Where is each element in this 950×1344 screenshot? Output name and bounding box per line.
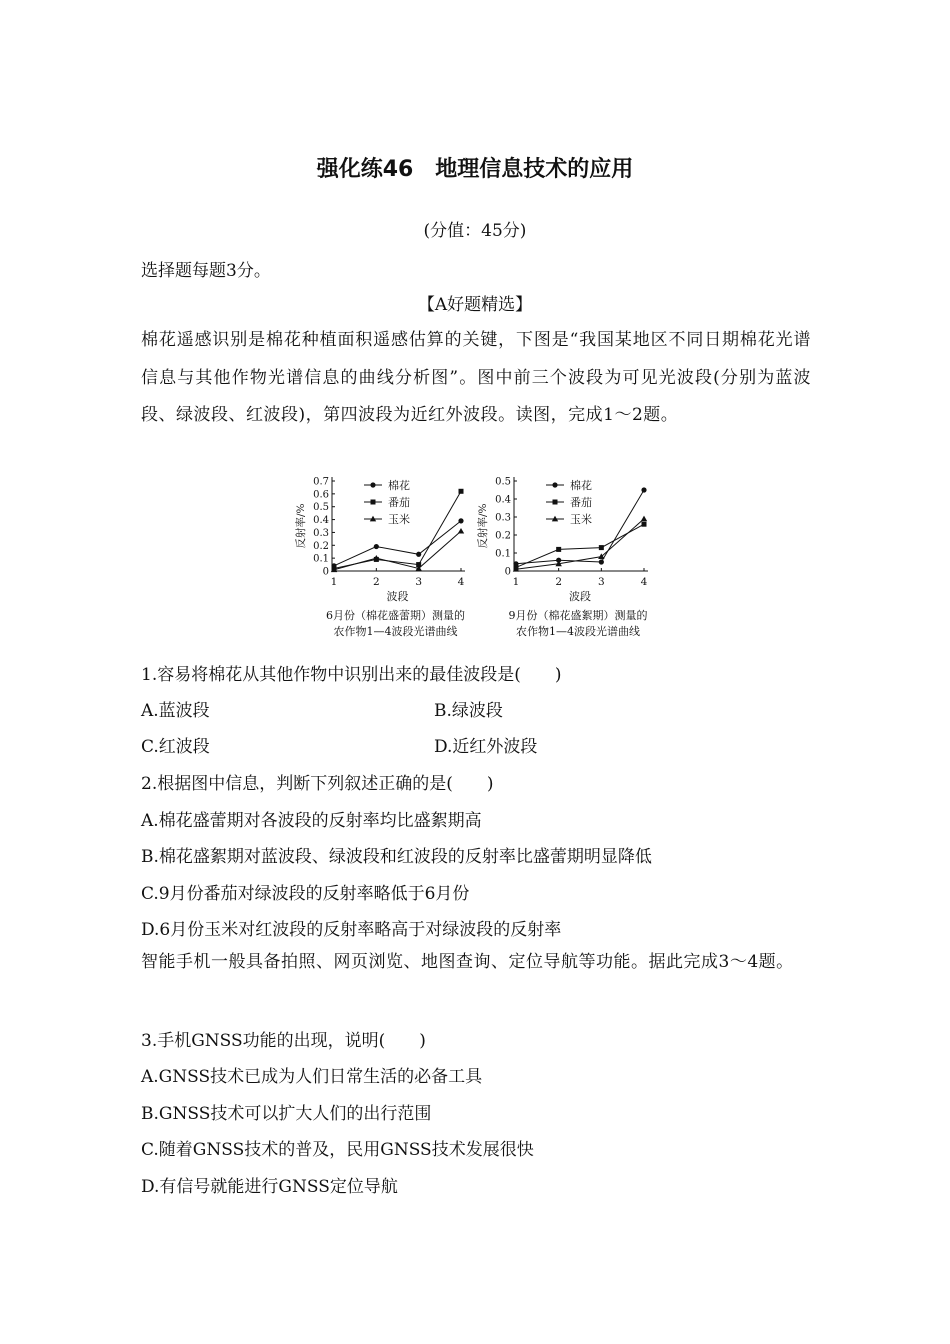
y-tick-label: 0.2 <box>495 530 511 542</box>
chart-caption-line-1: 6月份（棉花盛蕾期）测量的 <box>326 609 465 622</box>
question-1-stem: 1.容易将棉花从其他作物中识别出来的最佳波段是( ) <box>141 665 562 685</box>
series-line-3 <box>516 519 644 569</box>
y-tick-label: 0.3 <box>495 512 511 524</box>
question-2-option-a[interactable]: A.棉花盛蕾期对各波段的反射率均比盛絮期高 <box>141 811 482 831</box>
question-2-stem: 2.根据图中信息，判断下列叙述正确的是( ) <box>141 774 494 794</box>
legend-marker <box>553 500 558 505</box>
data-point <box>641 516 647 522</box>
question-1-option-a[interactable]: A.蓝波段 <box>141 701 210 721</box>
data-point <box>641 487 646 492</box>
question-1-option-c[interactable]: C.红波段 <box>141 737 210 757</box>
question-1-option-b[interactable]: B.绿波段 <box>434 701 503 721</box>
page-title: 强化练46 地理信息技术的应用 <box>316 157 634 182</box>
score-note: (分值：45分) <box>423 221 527 241</box>
y-tick-label: 0.2 <box>313 540 329 552</box>
x-tick-label: 4 <box>457 576 465 588</box>
data-point <box>416 552 421 557</box>
chart-1 <box>294 477 465 639</box>
y-tick-label: 0.5 <box>495 476 511 488</box>
legend-marker <box>552 482 557 487</box>
y-tick-label: 0.6 <box>313 489 329 501</box>
passage-2: 智能手机一般具备拍照、网页浏览、地图查询、定位导航等功能。据此完成3～4题。 <box>141 952 794 972</box>
data-point <box>458 528 464 534</box>
passage-1: 棉花遥感识别是棉花种植面积遥感估算的关键，下图是“我国某地区不同日期棉花光谱信息与其他作物光谱信息的曲线分析图”。图中前三个波段为可见光波段(分别为蓝波段、绿波段、红波段)，第四波段为近红外波段。读图，完成1～2题。 <box>141 330 811 425</box>
question-1-option-d[interactable]: D.近红外波段 <box>434 737 538 757</box>
chart-caption-line-2: 农作物1—4波段光谱曲线 <box>333 625 458 638</box>
legend-label: 玉米 <box>570 513 592 526</box>
chart-caption-line-2: 农作物1—4波段光谱曲线 <box>516 625 640 638</box>
legend-marker <box>370 482 375 487</box>
x-tick-label: 2 <box>372 576 380 588</box>
chart-caption-line-1: 9月份（棉花盛絮期）测量的 <box>508 609 648 622</box>
data-point <box>599 559 604 564</box>
legend-label: 番茄 <box>388 496 410 509</box>
legend-label: 玉米 <box>388 513 410 526</box>
question-3-option-b[interactable]: B.GNSS技术可以扩大人们的出行范围 <box>141 1104 432 1124</box>
data-point <box>599 545 604 550</box>
y-tick-label: 0.3 <box>313 527 329 539</box>
data-point <box>556 547 561 552</box>
x-tick-label: 1 <box>330 576 338 588</box>
x-tick-label: 2 <box>555 576 563 588</box>
x-tick-label: 4 <box>640 576 648 588</box>
data-point <box>459 489 464 494</box>
question-2-option-c[interactable]: C.9月份番茄对绿波段的反射率略低于6月份 <box>141 884 470 904</box>
data-point <box>458 518 463 523</box>
question-2-option-b[interactable]: B.棉花盛絮期对蓝波段、绿波段和红波段的反射率比盛蕾期明显降低 <box>141 847 652 867</box>
y-tick-label: 0.7 <box>313 476 329 488</box>
y-tick-label: 0 <box>322 566 329 578</box>
y-tick-label: 0.4 <box>313 515 329 527</box>
y-tick-label: 0 <box>504 566 511 578</box>
section-heading: 【A好题精选】 <box>417 295 533 315</box>
legend-marker <box>371 500 376 505</box>
y-tick-label: 0.1 <box>313 553 329 565</box>
y-tick-label: 0.1 <box>495 548 511 560</box>
spectral-figure <box>290 470 665 645</box>
question-3-option-d[interactable]: D.有信号就能进行GNSS定位导航 <box>141 1177 398 1197</box>
question-3-option-c[interactable]: C.随着GNSS技术的普及，民用GNSS技术发展很快 <box>141 1140 534 1160</box>
instruction: 选择题每题3分。 <box>141 261 271 281</box>
x-axis-label: 波段 <box>569 590 591 603</box>
question-3-stem: 3.手机GNSS功能的出现，说明( ) <box>141 1031 426 1051</box>
legend-label: 番茄 <box>570 496 592 509</box>
x-tick-label: 3 <box>597 576 605 588</box>
x-axis-label: 波段 <box>386 590 409 603</box>
legend-label: 棉花 <box>570 479 592 492</box>
chart-2 <box>476 477 648 639</box>
data-point <box>374 544 379 549</box>
y-axis-label: 反射率/% <box>477 503 489 549</box>
question-3-option-a[interactable]: A.GNSS技术已成为人们日常生活的必备工具 <box>141 1067 483 1087</box>
y-axis-label: 反射率/% <box>295 503 307 549</box>
x-tick-label: 1 <box>512 576 520 588</box>
series-line-1 <box>334 521 461 566</box>
x-tick-label: 3 <box>415 576 423 588</box>
spectral-chart-svg <box>290 470 665 645</box>
question-2-option-d[interactable]: D.6月份玉米对红波段的反射率略高于对绿波段的反射率 <box>141 920 562 940</box>
legend-label: 棉花 <box>388 479 410 492</box>
y-tick-label: 0.4 <box>495 494 511 506</box>
data-point <box>642 522 647 527</box>
y-tick-label: 0.5 <box>313 502 329 514</box>
